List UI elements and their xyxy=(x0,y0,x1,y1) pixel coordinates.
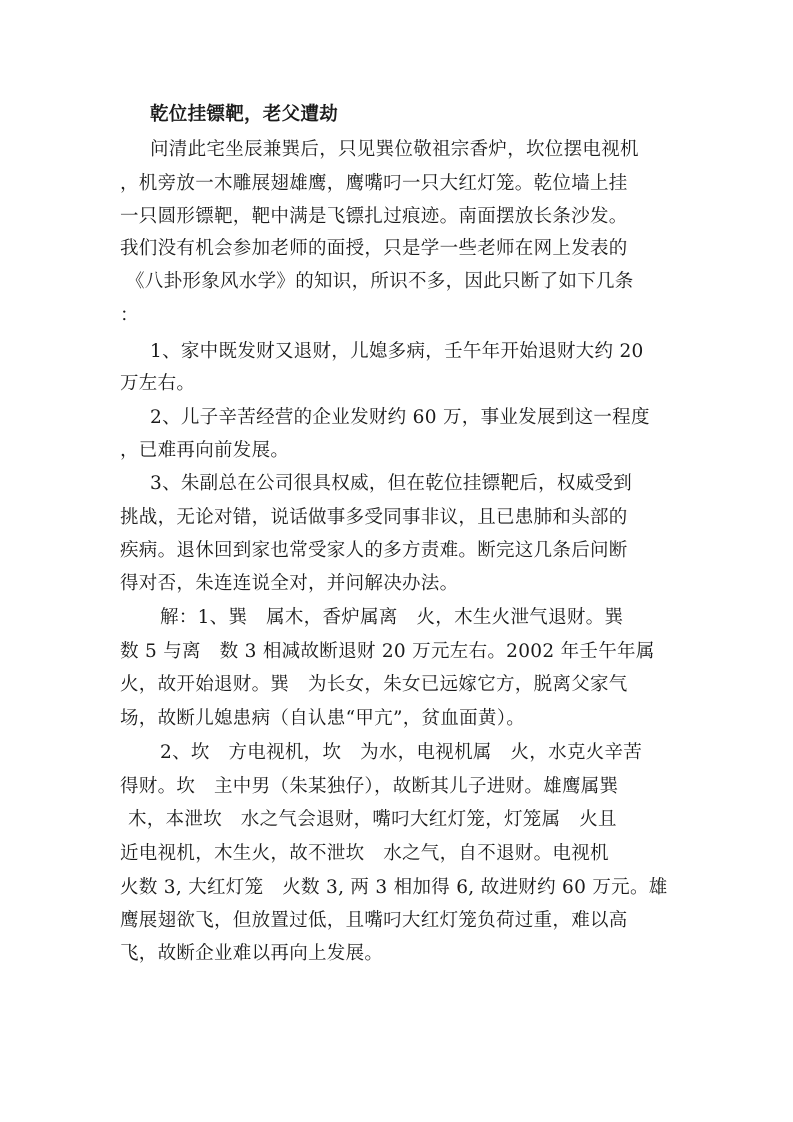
list-item-3-line: 得对否，朱连连说全对，并问解决办法。 xyxy=(120,573,459,594)
solution-2-line: 火数 3, 大红灯笼 火数 3, 两 3 相加得 6, 故进财约 60 万元。雄 xyxy=(120,877,668,898)
solution-2-line: 2、坎 方电视机，坎 为水，电视机属 火，水克火辛苦 xyxy=(160,742,643,763)
solution-2-line: 木，本泄坎 水之气会退财，嘴叼大红灯笼，灯笼属 火且 xyxy=(128,809,617,830)
paragraph-line: 问清此宅坐辰兼巽后，只见巽位敬祖宗香炉，坎位摆电视机 xyxy=(150,139,639,160)
paragraph-line: 一只圆形镖靶，靶中满是飞镖扎过痕迹。南面摆放长条沙发。 xyxy=(120,206,628,227)
paragraph-line: ，机旁放一木雕展翅雄鹰，鹰嘴叼一只大红灯笼。乾位墙上挂 xyxy=(120,173,628,194)
list-item-2-line: ，已难再向前发展。 xyxy=(120,440,290,461)
list-item-2-line: 2、儿子辛苦经营的企业发财约 60 万，事业发展到这一程度 xyxy=(150,407,650,428)
paragraph-line: 《八卦形象风水学》的知识，所识不多，因此只断了如下几条 xyxy=(126,271,634,292)
solution-2-line: 鹰展翅欲飞，但放置过低，且嘴叼大红灯笼负荷过重，难以高 xyxy=(120,910,628,931)
paragraph-line: 我们没有机会参加老师的面授，只是学一些老师在网上发表的 xyxy=(120,238,628,259)
solution-line: 场，故断儿媳患病（自认患“甲亢”，贫血面黄）。 xyxy=(120,708,526,729)
solution-line: 数 5 与离 数 3 相减故断退财 20 万元左右。2002 年壬午年属 xyxy=(120,641,655,662)
list-item-3-line: 疾病。退休回到家也常受家人的多方责难。断完这几条后问断 xyxy=(120,540,628,561)
list-item-1-line: 万左右。 xyxy=(120,373,196,394)
list-item-1-line: 1、家中既发财又退财，儿媳多病，壬午年开始退财大约 20 xyxy=(150,341,644,362)
solution-line: 解：1、巽 属木，香炉属离 火，木生火泄气退财。巽 xyxy=(160,607,624,628)
list-item-3-line: 挑战，无论对错，说话做事多受同事非议，且已患肺和头部的 xyxy=(120,507,628,528)
solution-2-line: 近电视机，木生火，故不泄坎 水之气，自不退财。电视机 xyxy=(120,843,609,864)
list-item-3-line: 3、朱副总在公司很具权威，但在乾位挂镖靶后，权威受到 xyxy=(150,473,633,494)
document-title: 乾位挂镖靶，老父遭劫 xyxy=(150,104,339,125)
solution-2-line: 飞，故断企业难以再向上发展。 xyxy=(120,943,384,964)
solution-line: 火，故开始退财。巽 为长女，朱女已远嫁它方，脱离父家气 xyxy=(120,674,628,695)
paragraph-line: ： xyxy=(120,305,139,326)
solution-2-line: 得财。坎 主中男（朱某独仔），故断其儿子进财。雄鹰属巽 xyxy=(120,776,619,797)
